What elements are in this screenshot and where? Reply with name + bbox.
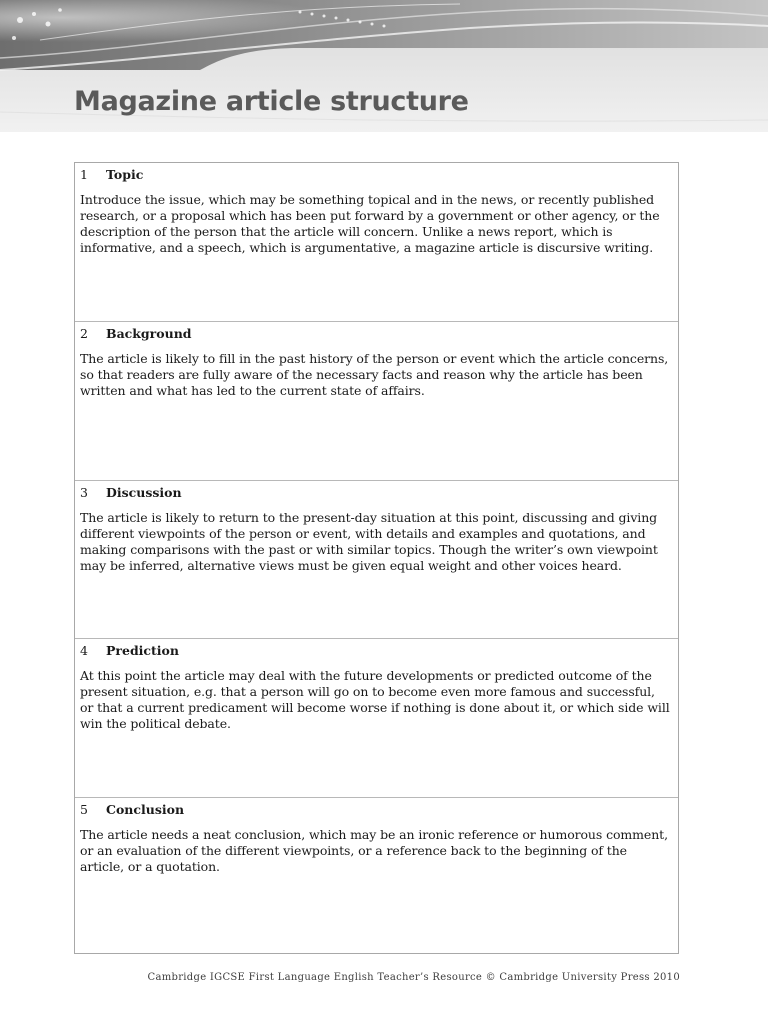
section-number: 4 bbox=[80, 643, 88, 658]
section-heading: Topic bbox=[106, 167, 144, 182]
section-number: 2 bbox=[80, 326, 88, 341]
section-prediction bbox=[75, 638, 678, 797]
copyright-footer: Cambridge IGCSE First Language English Teacher’s Resource © Cambridge University Press 2010 bbox=[147, 972, 680, 983]
section-heading: Prediction bbox=[106, 643, 179, 658]
section-header bbox=[80, 801, 672, 819]
section-header bbox=[80, 642, 672, 660]
section-text: At this point the article may deal with the future developments or predicted outcome of the present situation, e.g. that a person will go on to become even more famous and successful, or that a current predicament will become worse if nothing is done about it, or which side will win the political debate. bbox=[80, 668, 670, 731]
section-text: Introduce the issue, which may be something topical and in the news, or recently published research, or a proposal which has been put forward by a government or other agency, or the description of the person that the article will concern. Unlike a news report, which is informative, and a speech, which is argumentative, a magazine article is discursive writing. bbox=[80, 192, 660, 255]
section-text: The article is likely to fill in the past history of the person or event which the article concerns, so that readers are fully aware of the necessary facts and reason why the article has been written and what has led to the current state of affairs. bbox=[80, 351, 669, 398]
section-number: 5 bbox=[80, 802, 88, 817]
section-conclusion bbox=[75, 797, 678, 952]
section-background bbox=[75, 321, 678, 480]
section-header bbox=[80, 325, 672, 343]
section-topic bbox=[75, 163, 678, 321]
section-number: 3 bbox=[80, 485, 88, 500]
section-header bbox=[80, 484, 672, 502]
page-title: Magazine article structure bbox=[74, 86, 469, 117]
section-heading: Background bbox=[106, 326, 192, 341]
structure-table bbox=[74, 162, 679, 954]
section-heading: Conclusion bbox=[106, 802, 185, 817]
section-heading: Discussion bbox=[106, 485, 182, 500]
section-discussion bbox=[75, 480, 678, 638]
section-number: 1 bbox=[80, 167, 88, 182]
section-header bbox=[80, 166, 672, 184]
header-banner bbox=[0, 0, 768, 132]
section-text: The article needs a neat conclusion, which may be an ironic reference or humorous comment, or an evaluation of the different viewpoints, or a reference back to the beginning of the article, or a quotation. bbox=[80, 827, 668, 874]
section-text: The article is likely to return to the present-day situation at this point, discussing and giving different viewpoints of the person or event, with details and examples and quotations, and making comparisons with the past or with similar topics. Though the writer’s own viewpoint may be inferred, alternative views must be given equal weight and other voices heard. bbox=[80, 510, 658, 573]
